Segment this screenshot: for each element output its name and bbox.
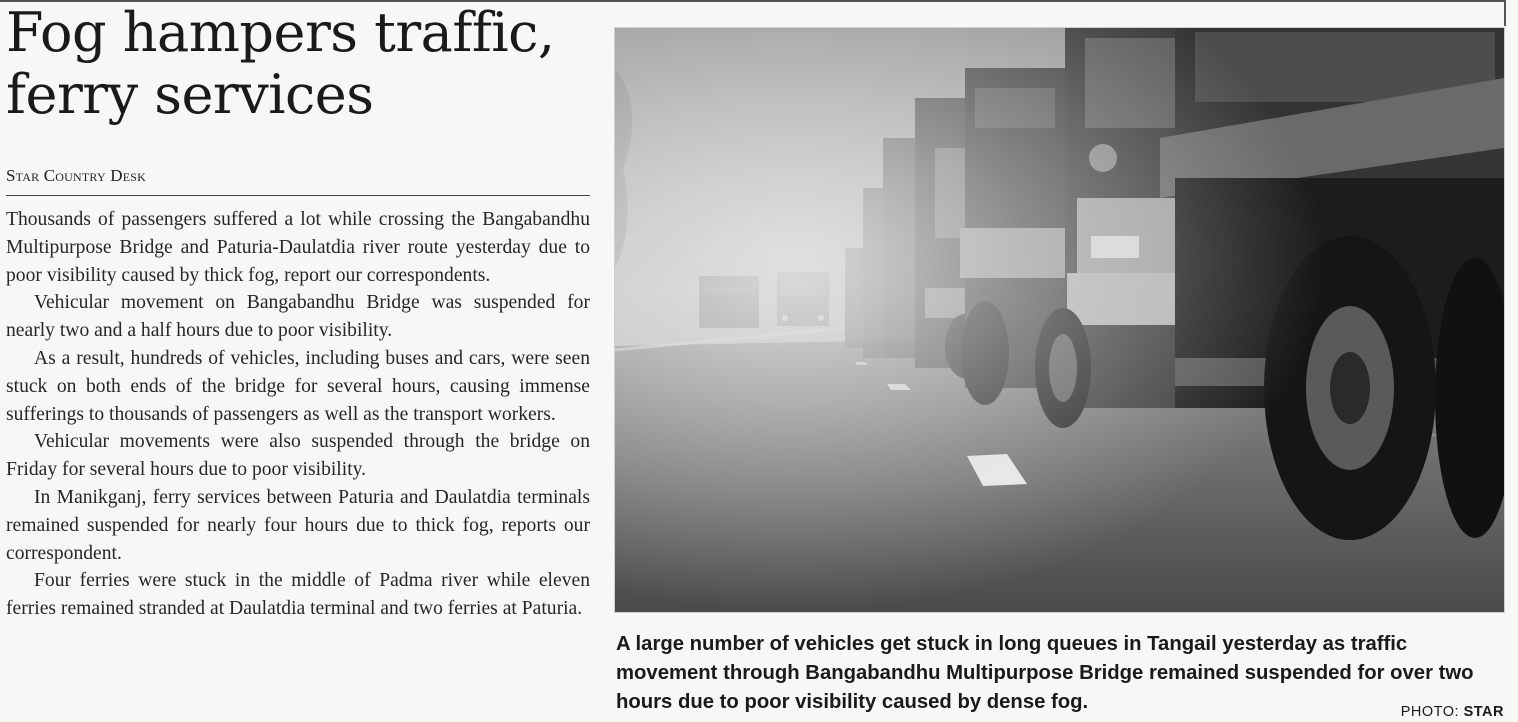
- headline-line-1: Fog hampers traffic,: [6, 1, 555, 64]
- column-divider: [1504, 0, 1506, 26]
- paragraph-4: Vehicular movements were also suspended through the bridge on Friday for several hours due to poor visibility.: [6, 431, 590, 481]
- news-photo: [615, 28, 1504, 612]
- paragraph-5: In Manikganj, ferry services between Paturia and Daulatdia terminals remained suspended for nearly four hours due to thick fog, reports our correspondent.: [6, 486, 590, 564]
- headline: [6, 2, 606, 126]
- byline-divider: [6, 195, 590, 196]
- paragraph-6: Four ferries were stuck in the middle of Padma river while eleven ferries remained stranded at Daulatdia terminal and two ferries at Paturia.: [6, 570, 590, 620]
- photo-credit-label: PHOTO:: [1400, 704, 1460, 720]
- byline: Star Country Desk: [6, 166, 147, 185]
- photo-caption: A large number of vehicles get stuck in long queues in Tangail yesterday as traffic movement through Bangabandhu Multipurpose Bridge remained suspended for over two hours due to poor visibility caused by dense fog.: [616, 633, 1474, 713]
- paragraph-2: Vehicular movement on Bangabandhu Bridge was suspended for nearly two and a half hours due to poor visibility.: [6, 292, 590, 342]
- foggy-highway-trucks-image: [615, 28, 1504, 612]
- photo-credit-source: STAR: [1463, 704, 1504, 720]
- article-body: [6, 206, 590, 623]
- paragraph-3: As a result, hundreds of vehicles, including buses and cars, were seen stuck on both ends of the bridge for several hours, causing immense sufferings to thousands of passengers as well as the transport workers.: [6, 347, 590, 425]
- headline-line-2: ferry services: [6, 63, 374, 126]
- paragraph-1: Thousands of passengers suffered a lot while crossing the Bangabandhu Multipurpose Bridge and Paturia-Daulatdia river route yesterday due to poor visibility caused by thick fog, report our correspondents.: [6, 209, 590, 286]
- photo-credit: [1401, 704, 1504, 720]
